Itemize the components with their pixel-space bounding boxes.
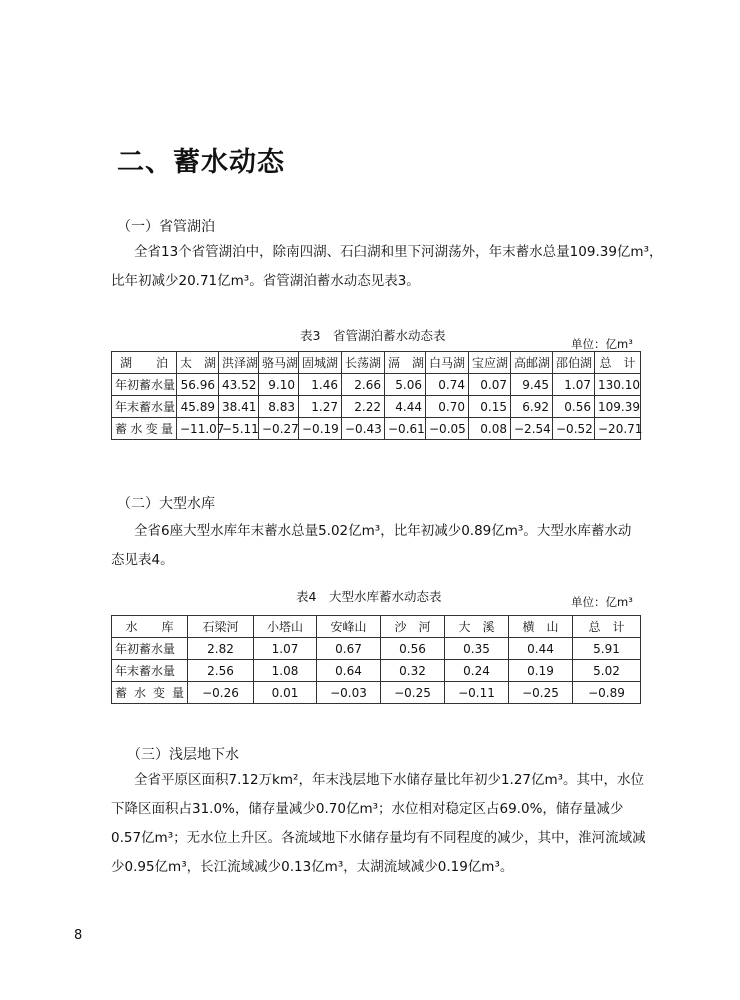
table-cell: −0.52 [553,418,595,440]
table-cell: 0.15 [469,396,511,418]
table-cell: 109.39 [595,396,641,418]
table-cell: 1.07 [254,638,317,660]
table-cell: −5.11 [219,418,259,440]
table-cell: 0.56 [553,396,595,418]
table-row [112,396,641,418]
table-cell: 43.52 [219,374,259,396]
paragraph-line: 态见表4。 [111,552,174,568]
table-cell: 56.96 [177,374,219,396]
table-cell: −20.71 [595,418,641,440]
table-cell: 2.56 [188,660,254,682]
column-header: 大 溪 [445,616,509,638]
table-cell: −0.05 [426,418,469,440]
column-header: 洪泽湖 [219,352,259,374]
table-cell: 5.91 [573,638,641,660]
reservoirs-paragraph-cont [111,546,174,575]
table3-unit: 单位：亿m³ [571,337,633,351]
reservoir-storage-table [111,615,641,704]
table-row [112,418,641,440]
column-header: 白马湖 [426,352,469,374]
table-cell: 0.70 [426,396,469,418]
table-row [112,374,641,396]
paragraph-line: 全省平原区面积7.12万km²，年末浅层地下水储存量比年初少1.27亿m³。其中，水位 [134,772,645,788]
table-cell: 2.66 [342,374,385,396]
table-cell: 6.92 [511,396,553,418]
table-header-row [112,352,641,374]
table-cell: 0.32 [381,660,445,682]
lakes-subheading: （一）省管湖泊 [117,219,215,235]
table-row [112,638,641,660]
groundwater-subheading: （三）浅层地下水 [127,747,239,763]
column-header: 安峰山 [317,616,381,638]
table-row [112,660,641,682]
paragraph-line: 全省6座大型水库年末蓄水总量5.02亿m³，比年初减少0.89亿m³。大型水库蓄水动 [134,523,632,539]
row-header: 年末蓄水量 [112,396,177,418]
column-header: 沙 河 [381,616,445,638]
row-header: 蓄水变量 [112,682,188,704]
groundwater-paragraph-cont [111,795,646,882]
table-cell: −0.25 [509,682,573,704]
column-header: 总 计 [573,616,641,638]
column-header: 小塔山 [254,616,317,638]
table-cell: 0.24 [445,660,509,682]
column-header: 骆马湖 [259,352,299,374]
table-cell: −0.03 [317,682,381,704]
table-cell: 4.44 [385,396,426,418]
row-header: 年初蓄水量 [112,374,177,396]
column-header: 水 库 [112,616,188,638]
table-cell: 130.10 [595,374,641,396]
table-cell: 0.01 [254,682,317,704]
table-cell: 5.06 [385,374,426,396]
table-cell: 1.27 [299,396,342,418]
table-cell: 38.41 [219,396,259,418]
table-cell: −0.61 [385,418,426,440]
groundwater-paragraph [134,766,644,795]
lakes-paragraph-cont [111,267,420,296]
table-cell: 1.08 [254,660,317,682]
lakes-paragraph [134,238,662,267]
table-cell: −0.27 [259,418,299,440]
row-header: 年末蓄水量 [112,660,188,682]
table-cell: 8.83 [259,396,299,418]
table-cell: 2.22 [342,396,385,418]
table-cell: −11.07 [177,418,219,440]
table-cell: 0.08 [469,418,511,440]
row-header: 年初蓄水量 [112,638,188,660]
table-cell: −0.26 [188,682,254,704]
table-cell: 0.64 [317,660,381,682]
table-cell: 0.07 [469,374,511,396]
table-cell: −0.43 [342,418,385,440]
paragraph-line: 0.57亿m³；无水位上升区。各流域地下水储存量均有不同程度的减少，其中，淮河流域减 [111,830,646,846]
table-row [112,682,641,704]
section-heading: 二、蓄水动态 [117,147,285,178]
table-cell: 0.56 [381,638,445,660]
table-cell: 0.35 [445,638,509,660]
paragraph-line: 下降区面积占31.0%，储存量减少0.70亿m³；水位相对稳定区占69.0%，储存量减少 [111,801,624,817]
page-number: 8 [74,928,83,943]
column-header: 总 计 [595,352,641,374]
table-cell: 0.74 [426,374,469,396]
column-header: 滆 湖 [385,352,426,374]
column-header: 宝应湖 [469,352,511,374]
column-header: 长荡湖 [342,352,385,374]
table-cell: −0.19 [299,418,342,440]
table-cell: −0.25 [381,682,445,704]
reservoirs-subheading: （二）大型水库 [117,496,215,512]
column-header: 湖 泊 [112,352,177,374]
table4-unit: 单位：亿m³ [571,595,633,609]
table4-caption: 表4 大型水库蓄水动态表 [296,589,442,604]
table-cell: −0.11 [445,682,509,704]
column-header: 高邮湖 [511,352,553,374]
paragraph-line: 少0.95亿m³，长江流域减少0.13亿m³，太湖流域减少0.19亿m³。 [111,859,514,875]
paragraph-line: 全省13个省管湖泊中，除南四湖、石臼湖和里下河湖荡外，年末蓄水总量109.39亿m³， [134,244,663,260]
table3-caption: 表3 省管湖泊蓄水动态表 [300,328,446,343]
table-cell: 0.67 [317,638,381,660]
row-header: 蓄水变量 [112,418,177,440]
reservoirs-paragraph [134,517,631,546]
table-cell: 0.19 [509,660,573,682]
table-header-row [112,616,641,638]
table-cell: 1.07 [553,374,595,396]
column-header: 石梁河 [188,616,254,638]
table-cell: 0.44 [509,638,573,660]
column-header: 固城湖 [299,352,342,374]
column-header: 邵伯湖 [553,352,595,374]
table-cell: −0.89 [573,682,641,704]
table-cell: 1.46 [299,374,342,396]
table-cell: 5.02 [573,660,641,682]
table-cell: 9.45 [511,374,553,396]
table-cell: −2.54 [511,418,553,440]
column-header: 太 湖 [177,352,219,374]
paragraph-line: 比年初减少20.71亿m³。省管湖泊蓄水动态见表3。 [111,273,420,289]
table-cell: 2.82 [188,638,254,660]
table-cell: 45.89 [177,396,219,418]
column-header: 横 山 [509,616,573,638]
table-cell: 9.10 [259,374,299,396]
lake-storage-table [111,351,641,440]
